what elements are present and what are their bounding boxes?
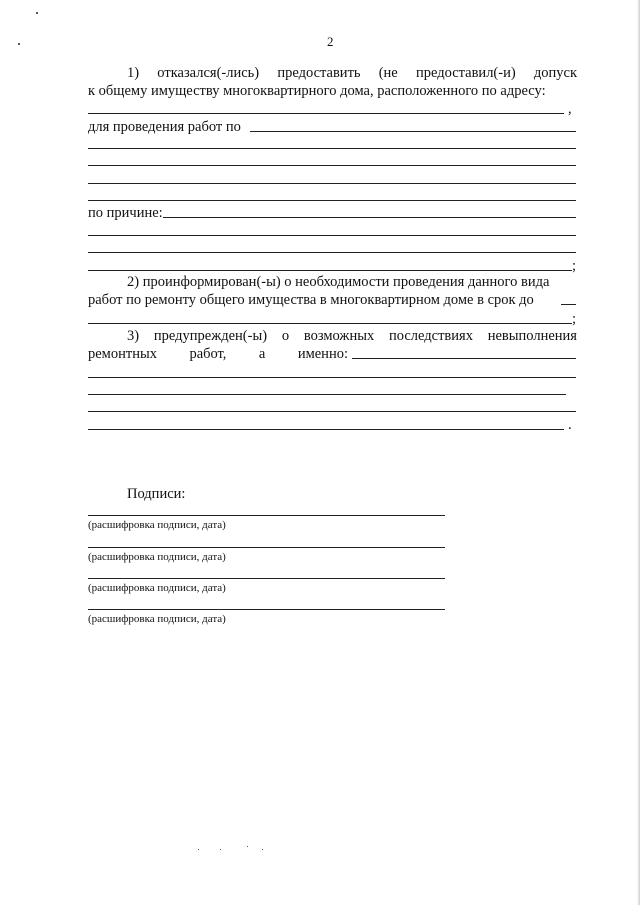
- reason-blank-line: [88, 270, 572, 271]
- reason-blank-line: [88, 252, 576, 253]
- item1-word: допуск: [533, 65, 577, 81]
- work-blank-line: [88, 200, 576, 201]
- consequences-blank-line: [88, 394, 566, 395]
- signature-line: [88, 515, 445, 516]
- item3-word: последствиях: [388, 328, 473, 344]
- item1-word: отказался(-лись): [157, 65, 260, 81]
- item1-word: предоставил(-и): [415, 65, 516, 81]
- address-end-comma: ,: [568, 101, 572, 117]
- work-label: для проведения работ по: [88, 119, 241, 135]
- item3-word: именно:: [297, 346, 348, 362]
- item1-word: (не: [378, 65, 398, 81]
- item3-word: невыполнения: [487, 328, 577, 344]
- item3-word: а: [258, 346, 266, 362]
- work-blank-line: [88, 183, 576, 184]
- signature-line: [88, 609, 445, 610]
- item3-word: возможных: [303, 328, 375, 344]
- item3-end-mark: .: [568, 417, 572, 433]
- scan-speck: [18, 43, 20, 45]
- reason-label: по причине:: [88, 205, 163, 221]
- item1-word: 1): [127, 65, 140, 81]
- work-blank-line: [88, 148, 576, 149]
- signature-caption: (расшифровка подписи, дата): [88, 551, 226, 563]
- consequences-blank-line: [88, 429, 564, 430]
- item1-line1: [127, 64, 577, 82]
- consequences-blank-line: [88, 411, 576, 412]
- consequences-blank-line: [88, 377, 576, 378]
- item3-word: 3): [127, 328, 140, 344]
- scan-speck: [220, 849, 221, 850]
- page-number: 2: [327, 34, 334, 49]
- signature-line: [88, 547, 445, 548]
- consequences-blank-line: [352, 358, 576, 359]
- item1-end-mark: ;: [572, 258, 577, 274]
- scan-speck: [262, 849, 263, 850]
- item3-word: работ,: [189, 346, 227, 362]
- item3-word: ремонтных: [88, 346, 157, 362]
- reason-blank-line: [163, 217, 576, 218]
- item3-word: о: [281, 328, 290, 344]
- scan-speck: [36, 12, 38, 14]
- deadline-blank-line: [561, 304, 576, 305]
- item2-line1: 2) проинформирован(-ы) о необходимости проведения данного вида: [127, 274, 550, 290]
- scan-speck: [198, 849, 199, 850]
- signature-caption: (расшифровка подписи, дата): [88, 613, 226, 625]
- address-blank-line: [88, 113, 564, 114]
- work-blank-line: [250, 131, 576, 132]
- signature-caption: (расшифровка подписи, дата): [88, 519, 226, 531]
- item2-line2: работ по ремонту общего имущества в многоквартирном доме в срок до: [88, 292, 534, 308]
- item2-end-mark: ;: [572, 311, 577, 327]
- item3-word: предупрежден(-ы): [153, 328, 268, 344]
- work-blank-line: [88, 165, 576, 166]
- signatures-heading: Подписи:: [127, 486, 186, 502]
- deadline-blank-line: [88, 323, 572, 324]
- scan-speck: [247, 846, 248, 847]
- item3-line2: [88, 345, 348, 363]
- item3-line1: [127, 327, 577, 345]
- signature-line: [88, 578, 445, 579]
- item1-line2: к общему имуществу многоквартирного дома, расположенного по адресу:: [88, 83, 546, 99]
- signature-caption: (расшифровка подписи, дата): [88, 582, 226, 594]
- reason-blank-line: [88, 235, 576, 236]
- item1-word: предоставить: [277, 65, 361, 81]
